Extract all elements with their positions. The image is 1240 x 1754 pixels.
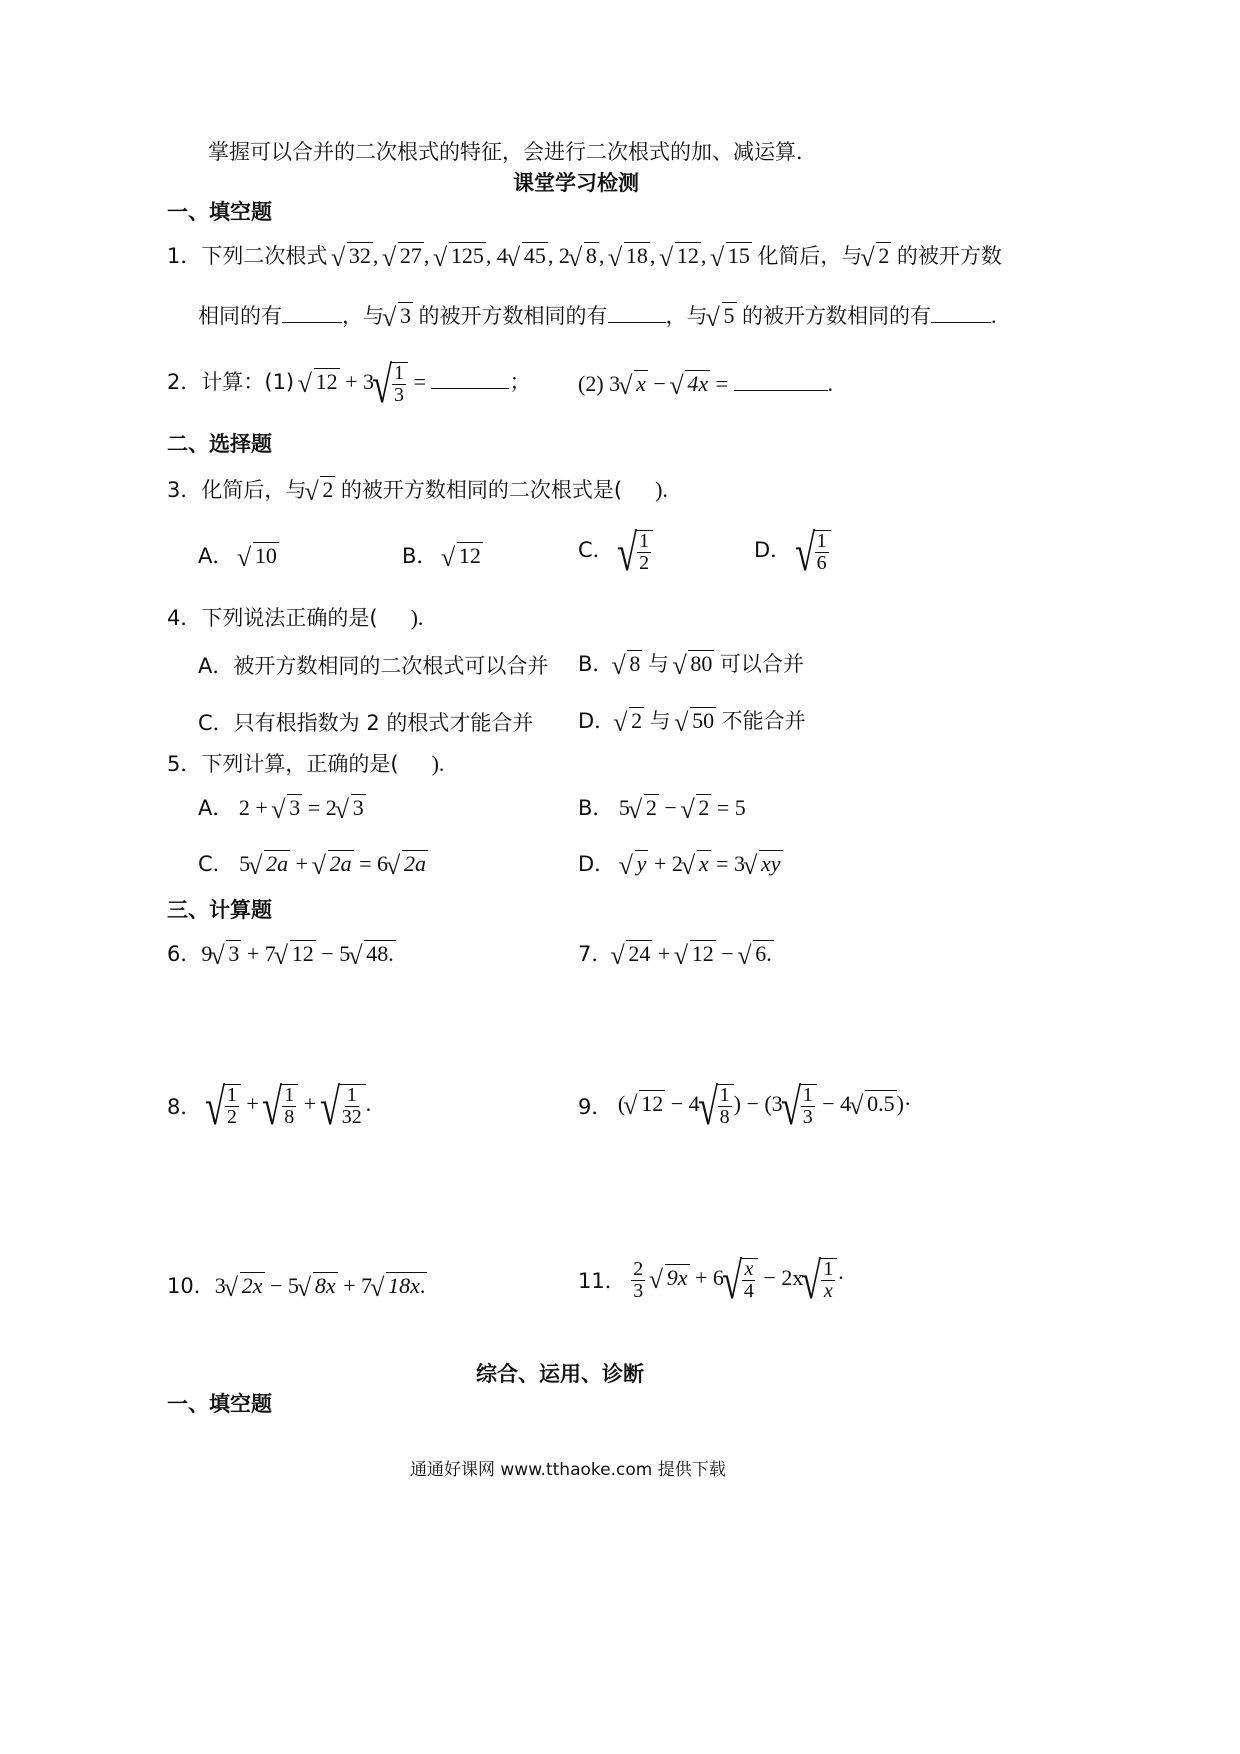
sqrt-xy: √ xy (745, 850, 783, 877)
sqrt-2x: √ 2x (226, 1272, 265, 1299)
q1-number: 1． (167, 244, 202, 268)
section-fill-blank: 一、填空题 (167, 200, 272, 224)
sqrt-12: √ 12 (625, 1090, 665, 1117)
sqrt-one-over-x: √ $\frac{1}{x}$ (803, 1258, 837, 1302)
answer-blank[interactable] (608, 321, 666, 323)
q3-option-a[interactable]: A． √ 10 (198, 540, 279, 570)
q5-option-c[interactable]: C． 5√ 2a + √ 2a = 6√ 2a (198, 848, 428, 878)
intro-text: 掌握可以合并的二次根式的特征，会进行二次根式的加、减运算． (208, 140, 817, 164)
sqrt-one-sixth: √ $\frac{1}{6}$ (797, 530, 831, 574)
sqrt-one-thirty-second: √ $\frac{1}{32}$ (322, 1084, 366, 1128)
sqrt-2: √ 2 (862, 242, 891, 269)
q4-option-d[interactable]: D．√ 2 与 √ 50 不能合并 (578, 705, 806, 735)
question-4: 4．下列说法正确的是( ). (167, 605, 424, 630)
q5-option-a[interactable]: A． 2 + √ 3 = 2√ 3 (198, 792, 366, 822)
question-1-line-1: 1．下列二次根式 √ 32, √ 27, √ 125, 4√ 45, 2√ 8, √ 18, √ 12, √ 15 化简后，与√ 2 的被开方数 (167, 240, 1002, 270)
sqrt-50: √ 50 (676, 707, 716, 734)
sqrt-3: √ 3 (337, 794, 366, 821)
sqrt-one-eighth: √ $\frac{1}{8}$ (264, 1084, 298, 1128)
q4-option-b[interactable]: B．√ 8 与 √ 80 可以合并 (578, 648, 804, 678)
answer-blank[interactable] (431, 387, 509, 389)
section-multiple-choice: 二、选择题 (167, 432, 272, 456)
question-1-line-2: 相同的有 ，与√ 3 的被开方数相同的有 ，与√ 5 的被开方数相同的有 . (198, 300, 997, 330)
answer-blank[interactable] (931, 321, 991, 323)
sqrt-one-third: √ $\frac{1}{3}$ (374, 362, 408, 406)
sqrt-y: √ y (621, 850, 649, 877)
sqrt-2: √ 2 (306, 476, 335, 503)
sqrt-12: √ 12 (661, 242, 701, 269)
page-footer: 通通好课网 www.tthaoke.com 提供下载 (410, 1460, 726, 1480)
q5-option-d[interactable]: D． √ y + 2√ x = 3√ xy (578, 848, 783, 878)
page-title: 课堂学习检测 (513, 171, 639, 195)
sqrt-12: √ 12 (676, 940, 716, 967)
answer-blank[interactable] (734, 389, 828, 391)
q5-option-b[interactable]: B． 5√ 2 − √ 2 = 5 (578, 792, 746, 822)
sqrt-x: √ x (620, 370, 648, 397)
sqrt-2: √ 2 (630, 794, 659, 821)
sqrt-8: √ 8 (613, 650, 642, 677)
sqrt-2: √ 2 (682, 794, 711, 821)
sqrt-5: √ 5 (708, 302, 737, 329)
sqrt-2a: √ 2a (314, 850, 354, 877)
q3-option-b[interactable]: B． √ 12 (402, 540, 483, 570)
fraction-two-thirds: $\frac{2}{3}$ (633, 1257, 644, 1302)
sqrt-27: √ 27 (384, 242, 424, 269)
sqrt-3: √ 3 (273, 794, 302, 821)
sqrt-18: √ 18 (610, 242, 650, 269)
q3-option-d[interactable]: D． √ $\frac{1}{6}$ (754, 530, 831, 574)
question-8: 8． √ $\frac{1}{2}$ + √ $\frac{1}{8}$ + √ $\frac{1}{32}$ . (167, 1084, 371, 1128)
question-5: 5．下列计算，正确的是( ). (167, 751, 445, 776)
question-11: 11． $\frac{2}{3}$ √ 9x + 6 √ $\frac{x}{4}$ − 2x √ $\frac{1}{x}$ · (578, 1258, 845, 1302)
sqrt-8: √ 8 (570, 242, 599, 269)
sqrt-12: √ 12 (443, 542, 483, 569)
sqrt-8x: √ 8x (299, 1272, 338, 1299)
sqrt-24: √ 24 (612, 940, 652, 967)
sqrt-0-5: √ 0.5 (851, 1090, 897, 1117)
sqrt-12: √ 12 (276, 940, 316, 967)
sqrt-80: √ 80 (674, 650, 714, 677)
sqrt-12: √ 12 (300, 368, 340, 395)
sqrt-half: √ $\frac{1}{2}$ (619, 530, 653, 574)
sqrt-15: √ 15 (712, 242, 752, 269)
section-calculation: 三、计算题 (167, 898, 272, 922)
sqrt-x: √ x (683, 850, 711, 877)
sqrt-6: √ 6. (739, 940, 774, 967)
sqrt-x-over-4: √ $\frac{x}{4}$ (724, 1258, 758, 1302)
sqrt-48: √ 48. (350, 940, 396, 967)
sqrt-9x: √ 9x (651, 1264, 690, 1291)
q4-option-a[interactable]: A．被开方数相同的二次根式可以合并 (198, 654, 549, 678)
sqrt-one-third: √ $\frac{1}{3}$ (783, 1084, 817, 1128)
question-10: 10．3√ 2x − 5√ 8x + 7√ 18x. (167, 1270, 427, 1300)
q4-option-c[interactable]: C．只有根指数为 2 的根式才能合并 (198, 711, 534, 735)
answer-blank[interactable] (282, 321, 342, 323)
q3-option-c[interactable]: C． √ $\frac{1}{2}$ (578, 530, 653, 574)
sqrt-2a: √ 2a (250, 850, 290, 877)
question-9: 9． (√ 12 − 4 √ $\frac{1}{8}$ ) − (3 √ $\frac{1}{3}$ − 4√ 0.5)· (578, 1084, 911, 1128)
question-2: 2．计算：(1) √ 12 + 3 √ $\frac{1}{3}$ = ； (167, 362, 530, 406)
question-7: 7．√ 24 + √ 12 − √ 6. (578, 938, 774, 968)
question-6: 6．9√ 3 + 7√ 12 − 5√ 48. (167, 938, 396, 968)
sqrt-2a: √ 2a (388, 850, 428, 877)
sqrt-18x: √ 18x. (372, 1272, 427, 1299)
sqrt-32: √ 32 (333, 242, 373, 269)
question-2-part-2: (2) 3√ x − √ 4x = . (578, 370, 833, 397)
q1-lead: 下列二次根式 (201, 244, 328, 268)
sqrt-3: √ 3 (384, 302, 413, 329)
sqrt-125: √ 125 (435, 242, 486, 269)
section-heading-comprehensive: 综合、运用、诊断 (476, 1362, 644, 1386)
question-3: 3．化简后，与√ 2 的被开方数相同的二次根式是( ). (167, 474, 668, 504)
sqrt-3: √ 3 (212, 940, 241, 967)
sqrt-10: √ 10 (239, 542, 279, 569)
sqrt-45: √ 45 (508, 242, 548, 269)
section-fill-blank-2: 一、填空题 (167, 1392, 272, 1416)
sqrt-4x: √ 4x (671, 370, 710, 397)
sqrt-one-half: √ $\frac{1}{2}$ (207, 1084, 241, 1128)
sqrt-one-eighth: √ $\frac{1}{8}$ (700, 1084, 734, 1128)
sqrt-2: √ 2 (615, 707, 644, 734)
